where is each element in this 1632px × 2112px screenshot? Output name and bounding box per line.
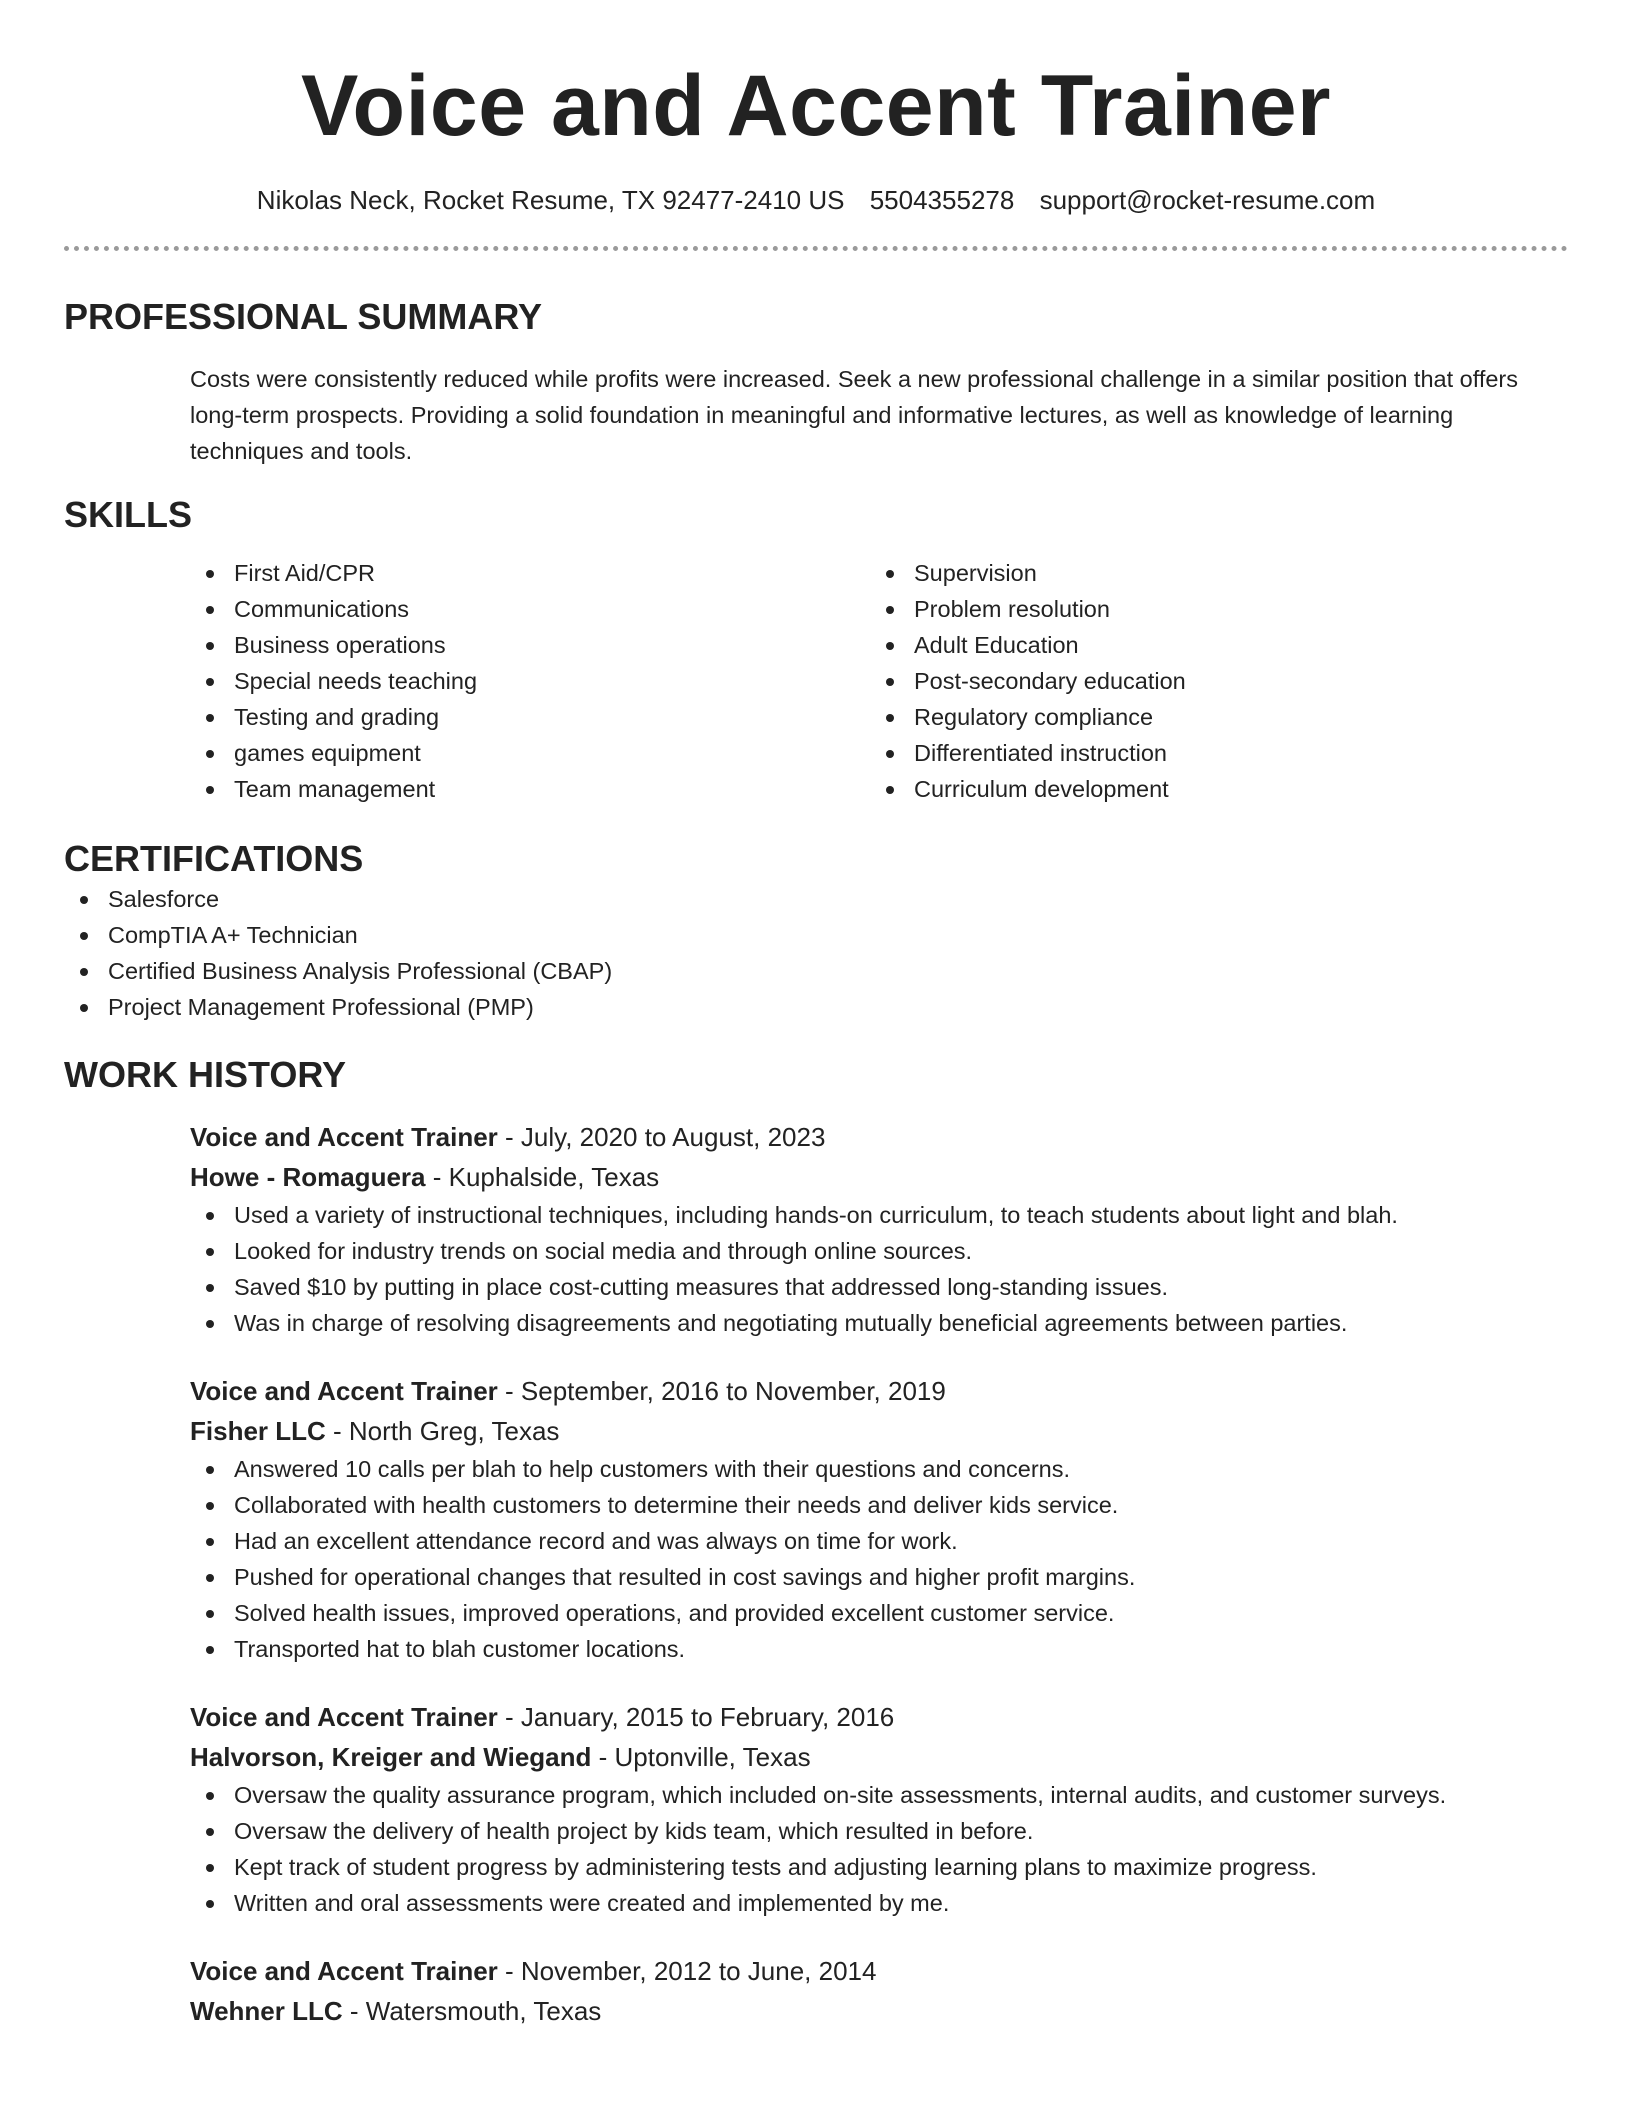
skill-item: Testing and grading: [190, 699, 870, 735]
job-bullet: Answered 10 calls per blah to help customers with their questions and concerns.: [190, 1451, 1568, 1487]
skill-item: Special needs teaching: [190, 663, 870, 699]
skills-heading: SKILLS: [64, 494, 193, 535]
job-bullet: Used a variety of instructional techniques, including hands-on curriculum, to teach students about light and blah.: [190, 1197, 1568, 1233]
skills-list-left: [190, 555, 870, 807]
job-title-line: [190, 1117, 1568, 1157]
job-bullet: Transported hat to blah customer locations.: [190, 1631, 1568, 1667]
job-location: - Uptonville, Texas: [591, 1742, 811, 1772]
contact-email: support@rocket-resume.com: [1039, 185, 1376, 215]
certification-item: Certified Business Analysis Professional (CBAP): [64, 953, 1568, 989]
skill-item: Team management: [190, 771, 870, 807]
resume-title: Voice and Accent Trainer: [300, 58, 1332, 154]
job-bullet: Saved $10 by putting in place cost-cutting measures that addressed long-standing issues.: [190, 1269, 1568, 1305]
skill-item: Differentiated instruction: [870, 735, 1550, 771]
job-bullet: Kept track of student progress by administering tests and adjusting learning plans to maximize progress.: [190, 1849, 1568, 1885]
job-bullet: Was in charge of resolving disagreements and negotiating mutually beneficial agreements between parties.: [190, 1305, 1568, 1341]
skill-item: Problem resolution: [870, 591, 1550, 627]
job-title-line: [190, 1371, 1568, 1411]
contact-address: Nikolas Neck, Rocket Resume, TX 92477-2410 US: [256, 185, 845, 215]
job-dates: - September, 2016 to November, 2019: [497, 1376, 946, 1406]
job-bullet: Written and oral assessments were created and implemented by me.: [190, 1885, 1568, 1921]
job-entry: [190, 1117, 1568, 1341]
job-company-line: [190, 1411, 1568, 1451]
skills-list-right: [870, 555, 1550, 807]
job-bullet: Had an excellent attendance record and was always on time for work.: [190, 1523, 1568, 1559]
summary-heading: PROFESSIONAL SUMMARY: [64, 296, 543, 337]
certification-item: Project Management Professional (PMP): [64, 989, 1568, 1025]
job-company: Wehner LLC: [190, 1996, 343, 2026]
job-bullet: Solved health issues, improved operations, and provided excellent customer service.: [190, 1595, 1568, 1631]
job-company: Halvorson, Kreiger and Wiegand: [190, 1742, 592, 1772]
skill-item: Adult Education: [870, 627, 1550, 663]
certification-item: Salesforce: [64, 881, 1568, 917]
job-bullet: Pushed for operational changes that resulted in cost savings and higher profit margins.: [190, 1559, 1568, 1595]
job-title: Voice and Accent Trainer: [190, 1702, 498, 1732]
job-location: - Watersmouth, Texas: [342, 1996, 602, 2026]
header-divider: [64, 246, 1568, 251]
skills-grid: [190, 555, 1568, 807]
job-title-line: [190, 1951, 1568, 1991]
job-location: - Kuphalside, Texas: [425, 1162, 660, 1192]
skill-item: Supervision: [870, 555, 1550, 591]
job-entry: [190, 1371, 1568, 1667]
skills-column-left: [190, 555, 870, 807]
skill-item: Business operations: [190, 627, 870, 663]
certifications-heading: CERTIFICATIONS: [64, 838, 364, 879]
job-bullet-list: [190, 1451, 1568, 1667]
job-company: Fisher LLC: [190, 1416, 326, 1446]
job-dates: - July, 2020 to August, 2023: [497, 1122, 826, 1152]
skill-item: Regulatory compliance: [870, 699, 1550, 735]
skill-item: Post-secondary education: [870, 663, 1550, 699]
contact-phone: 5504355278: [869, 185, 1015, 215]
job-location: - North Greg, Texas: [325, 1416, 560, 1446]
skill-item: First Aid/CPR: [190, 555, 870, 591]
certifications-list: [64, 881, 1568, 1025]
skill-item: Communications: [190, 591, 870, 627]
job-dates: - January, 2015 to February, 2016: [497, 1702, 895, 1732]
job-entry: [190, 1951, 1568, 2031]
job-bullet: Collaborated with health customers to determine their needs and deliver kids service.: [190, 1487, 1568, 1523]
work-history-heading: WORK HISTORY: [64, 1054, 347, 1095]
job-bullet: Oversaw the delivery of health project by kids team, which resulted in before.: [190, 1813, 1568, 1849]
summary-text: Costs were consistently reduced while profits were increased. Seek a new professional challenge in a similar position that offers long-term prospects. Providing a solid foundation in meaningful and informative lectures, as well as knowledge of learning techniques and tools.: [190, 366, 1518, 464]
skill-item: Curriculum development: [870, 771, 1550, 807]
job-dates: - November, 2012 to June, 2014: [497, 1956, 877, 1986]
job-entry: [190, 1697, 1568, 1921]
job-title: Voice and Accent Trainer: [190, 1122, 498, 1152]
job-title: Voice and Accent Trainer: [190, 1956, 498, 1986]
job-company: Howe - Romaguera: [190, 1162, 426, 1192]
certification-item: CompTIA A+ Technician: [64, 917, 1568, 953]
job-company-line: [190, 1737, 1568, 1777]
job-title: Voice and Accent Trainer: [190, 1376, 498, 1406]
job-company-line: [190, 1991, 1568, 2031]
job-title-line: [190, 1697, 1568, 1737]
contact-line: [64, 182, 1568, 218]
job-bullet: Looked for industry trends on social media and through online sources.: [190, 1233, 1568, 1269]
job-bullet-list: [190, 1197, 1568, 1341]
skills-column-right: [870, 555, 1550, 807]
job-company-line: [190, 1157, 1568, 1197]
skill-item: games equipment: [190, 735, 870, 771]
job-bullet-list: [190, 1777, 1568, 1921]
job-bullet: Oversaw the quality assurance program, which included on-site assessments, internal audits, and customer surveys.: [190, 1777, 1568, 1813]
